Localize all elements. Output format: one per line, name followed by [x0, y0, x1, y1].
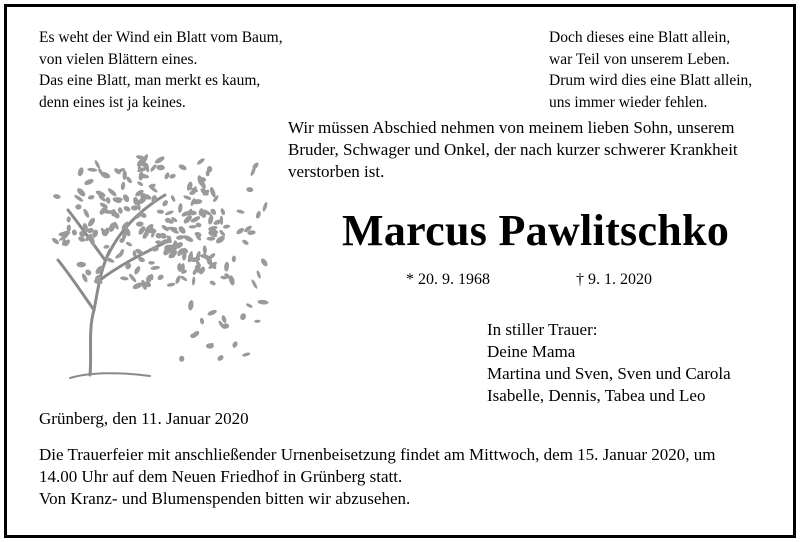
leaf-mark — [255, 210, 262, 219]
leaf-mark — [189, 225, 197, 229]
poem-right-line: uns immer wieder fehlen. — [549, 93, 708, 111]
leaf-mark — [209, 280, 217, 287]
leaf-mark — [131, 205, 138, 210]
leaf-mark — [164, 210, 174, 217]
leaf-mark — [150, 265, 160, 270]
leaf-mark — [199, 317, 204, 324]
leaf-mark — [120, 181, 125, 190]
leaf-mark — [239, 312, 247, 321]
mourner-line: Deine Mama — [487, 342, 576, 361]
poem-left-line: Das eine Blatt, man merkt es kaum, — [39, 72, 261, 89]
leaf-mark — [87, 217, 97, 228]
leaf-mark — [218, 229, 226, 237]
poem-left — [39, 27, 283, 113]
death-date: † 9. 1. 2020 — [576, 271, 652, 288]
leaf-mark — [182, 234, 194, 243]
leaf-mark — [76, 262, 86, 268]
leaf-mark — [181, 263, 184, 272]
leaf-mark — [117, 207, 123, 215]
leaf-mark — [161, 199, 169, 207]
leaf-mark — [220, 208, 226, 216]
leaf-mark — [53, 194, 61, 200]
ceremony-line: 14.00 Uhr auf dem Neuen Friedhof in Grünberg statt. — [39, 467, 403, 486]
leaf-mark — [137, 181, 144, 187]
leaf-mark — [206, 237, 215, 241]
leaf-mark — [232, 255, 237, 262]
leaf-mark — [192, 276, 196, 285]
leaf-mark — [94, 159, 101, 169]
leaf-mark — [67, 225, 71, 232]
leaf-mark — [87, 194, 95, 200]
leaf-mark — [156, 164, 165, 170]
leaf-mark — [254, 320, 261, 324]
leaf-mark — [236, 209, 245, 214]
leaf-mark — [123, 205, 132, 213]
leaf-mark — [136, 221, 144, 227]
leaf-mark — [157, 209, 165, 214]
leaf-mark — [164, 172, 171, 180]
leaf-mark — [75, 204, 82, 210]
leaf-mark — [179, 355, 185, 362]
ceremony-line: Die Trauerfeier mit anschließender Urnenbeisetzung findet am Mittwoch, dem 15. Januar 2020, um — [39, 445, 716, 464]
leaf-mark — [167, 282, 176, 287]
mourner-line: Martina und Sven, Sven und Carola — [487, 364, 731, 383]
birth-date: * 20. 9. 1968 — [406, 271, 490, 288]
leaf-mark — [241, 239, 249, 246]
leaf-mark — [257, 300, 268, 305]
leaf-mark — [176, 234, 185, 240]
leaf-mark — [157, 274, 165, 282]
leaf-mark — [83, 178, 94, 187]
leaf-mark — [216, 354, 224, 362]
leaf-mark — [51, 237, 60, 246]
leaf-mark — [169, 173, 177, 179]
leaf-mark — [133, 265, 141, 275]
leaf-mark — [224, 262, 230, 272]
mourners-list — [487, 319, 731, 407]
leaf-mark — [183, 194, 192, 200]
mourner-line: Isabelle, Dennis, Tabea und Leo — [487, 386, 706, 405]
leaf-mark — [262, 201, 269, 212]
leaf-mark — [177, 225, 187, 235]
leaf-mark — [202, 245, 207, 254]
leaf-mark — [207, 309, 218, 317]
tree-foliage — [51, 153, 269, 362]
intro-line: verstorben ist. — [288, 162, 385, 181]
leaf-mark — [196, 157, 206, 166]
leaf-mark — [223, 224, 231, 229]
leaf-mark — [107, 187, 118, 197]
leaf-mark — [154, 155, 166, 165]
leaf-mark — [125, 241, 133, 247]
leaf-mark — [246, 187, 254, 193]
leaf-mark — [82, 208, 90, 219]
deceased-name: Marcus Pawlitschko — [342, 206, 730, 255]
leaf-mark — [245, 302, 253, 308]
leaf-mark — [77, 167, 85, 177]
leaf-mark — [122, 193, 131, 203]
leaf-mark — [260, 257, 269, 267]
leaf-mark — [71, 229, 77, 236]
ceremony-line: Von Kranz- und Blumenspenden bitten wir abzusehen. — [39, 489, 411, 508]
leaf-mark — [180, 275, 188, 282]
leaf-mark — [114, 251, 124, 260]
poem-left-line: von vielen Blättern eines. — [39, 50, 198, 68]
intro-line: Bruder, Schwager und Onkel, der nach kurzer schwerer Krankheit — [288, 140, 738, 159]
leaf-mark — [168, 226, 179, 235]
leaf-mark — [66, 216, 71, 223]
poem-right — [549, 27, 752, 113]
windswept-tree-icon — [30, 140, 275, 390]
leaf-mark — [120, 276, 129, 281]
leaf-mark — [242, 352, 251, 358]
poem-right-line: Doch dieses eine Blatt allein, — [549, 29, 731, 46]
leaf-mark — [148, 261, 155, 265]
poem-right-line: war Teil von unserem Leben. — [549, 50, 730, 68]
leaf-mark — [178, 163, 188, 171]
leaf-mark — [178, 203, 183, 213]
leaf-mark — [170, 195, 176, 203]
leaf-mark — [103, 244, 110, 249]
leaf-mark — [256, 270, 262, 279]
place-date: Grünberg, den 11. Januar 2020 — [39, 409, 249, 428]
leaf-mark — [149, 163, 157, 172]
poem-left-line: denn eines ist ja keines. — [39, 93, 186, 111]
leaf-mark — [122, 170, 127, 180]
leaf-mark — [231, 341, 238, 349]
intro-line: Wir müssen Abschied nehmen von meinem lieben Sohn, unserem — [288, 118, 735, 137]
leaf-mark — [250, 279, 258, 290]
ceremony-info — [39, 444, 779, 510]
leaf-mark — [87, 167, 98, 172]
leaf-mark — [188, 300, 195, 311]
leaf-mark — [235, 227, 245, 236]
mourners-heading: In stiller Trauer: — [487, 320, 598, 339]
poem-right-line: Drum wird dies eine Blatt allein, — [549, 72, 753, 89]
intro-text — [288, 117, 778, 183]
leaf-mark — [105, 197, 111, 205]
leaf-mark — [207, 214, 214, 225]
poem-left-line: Es weht der Wind ein Blatt vom Baum, — [39, 29, 283, 46]
